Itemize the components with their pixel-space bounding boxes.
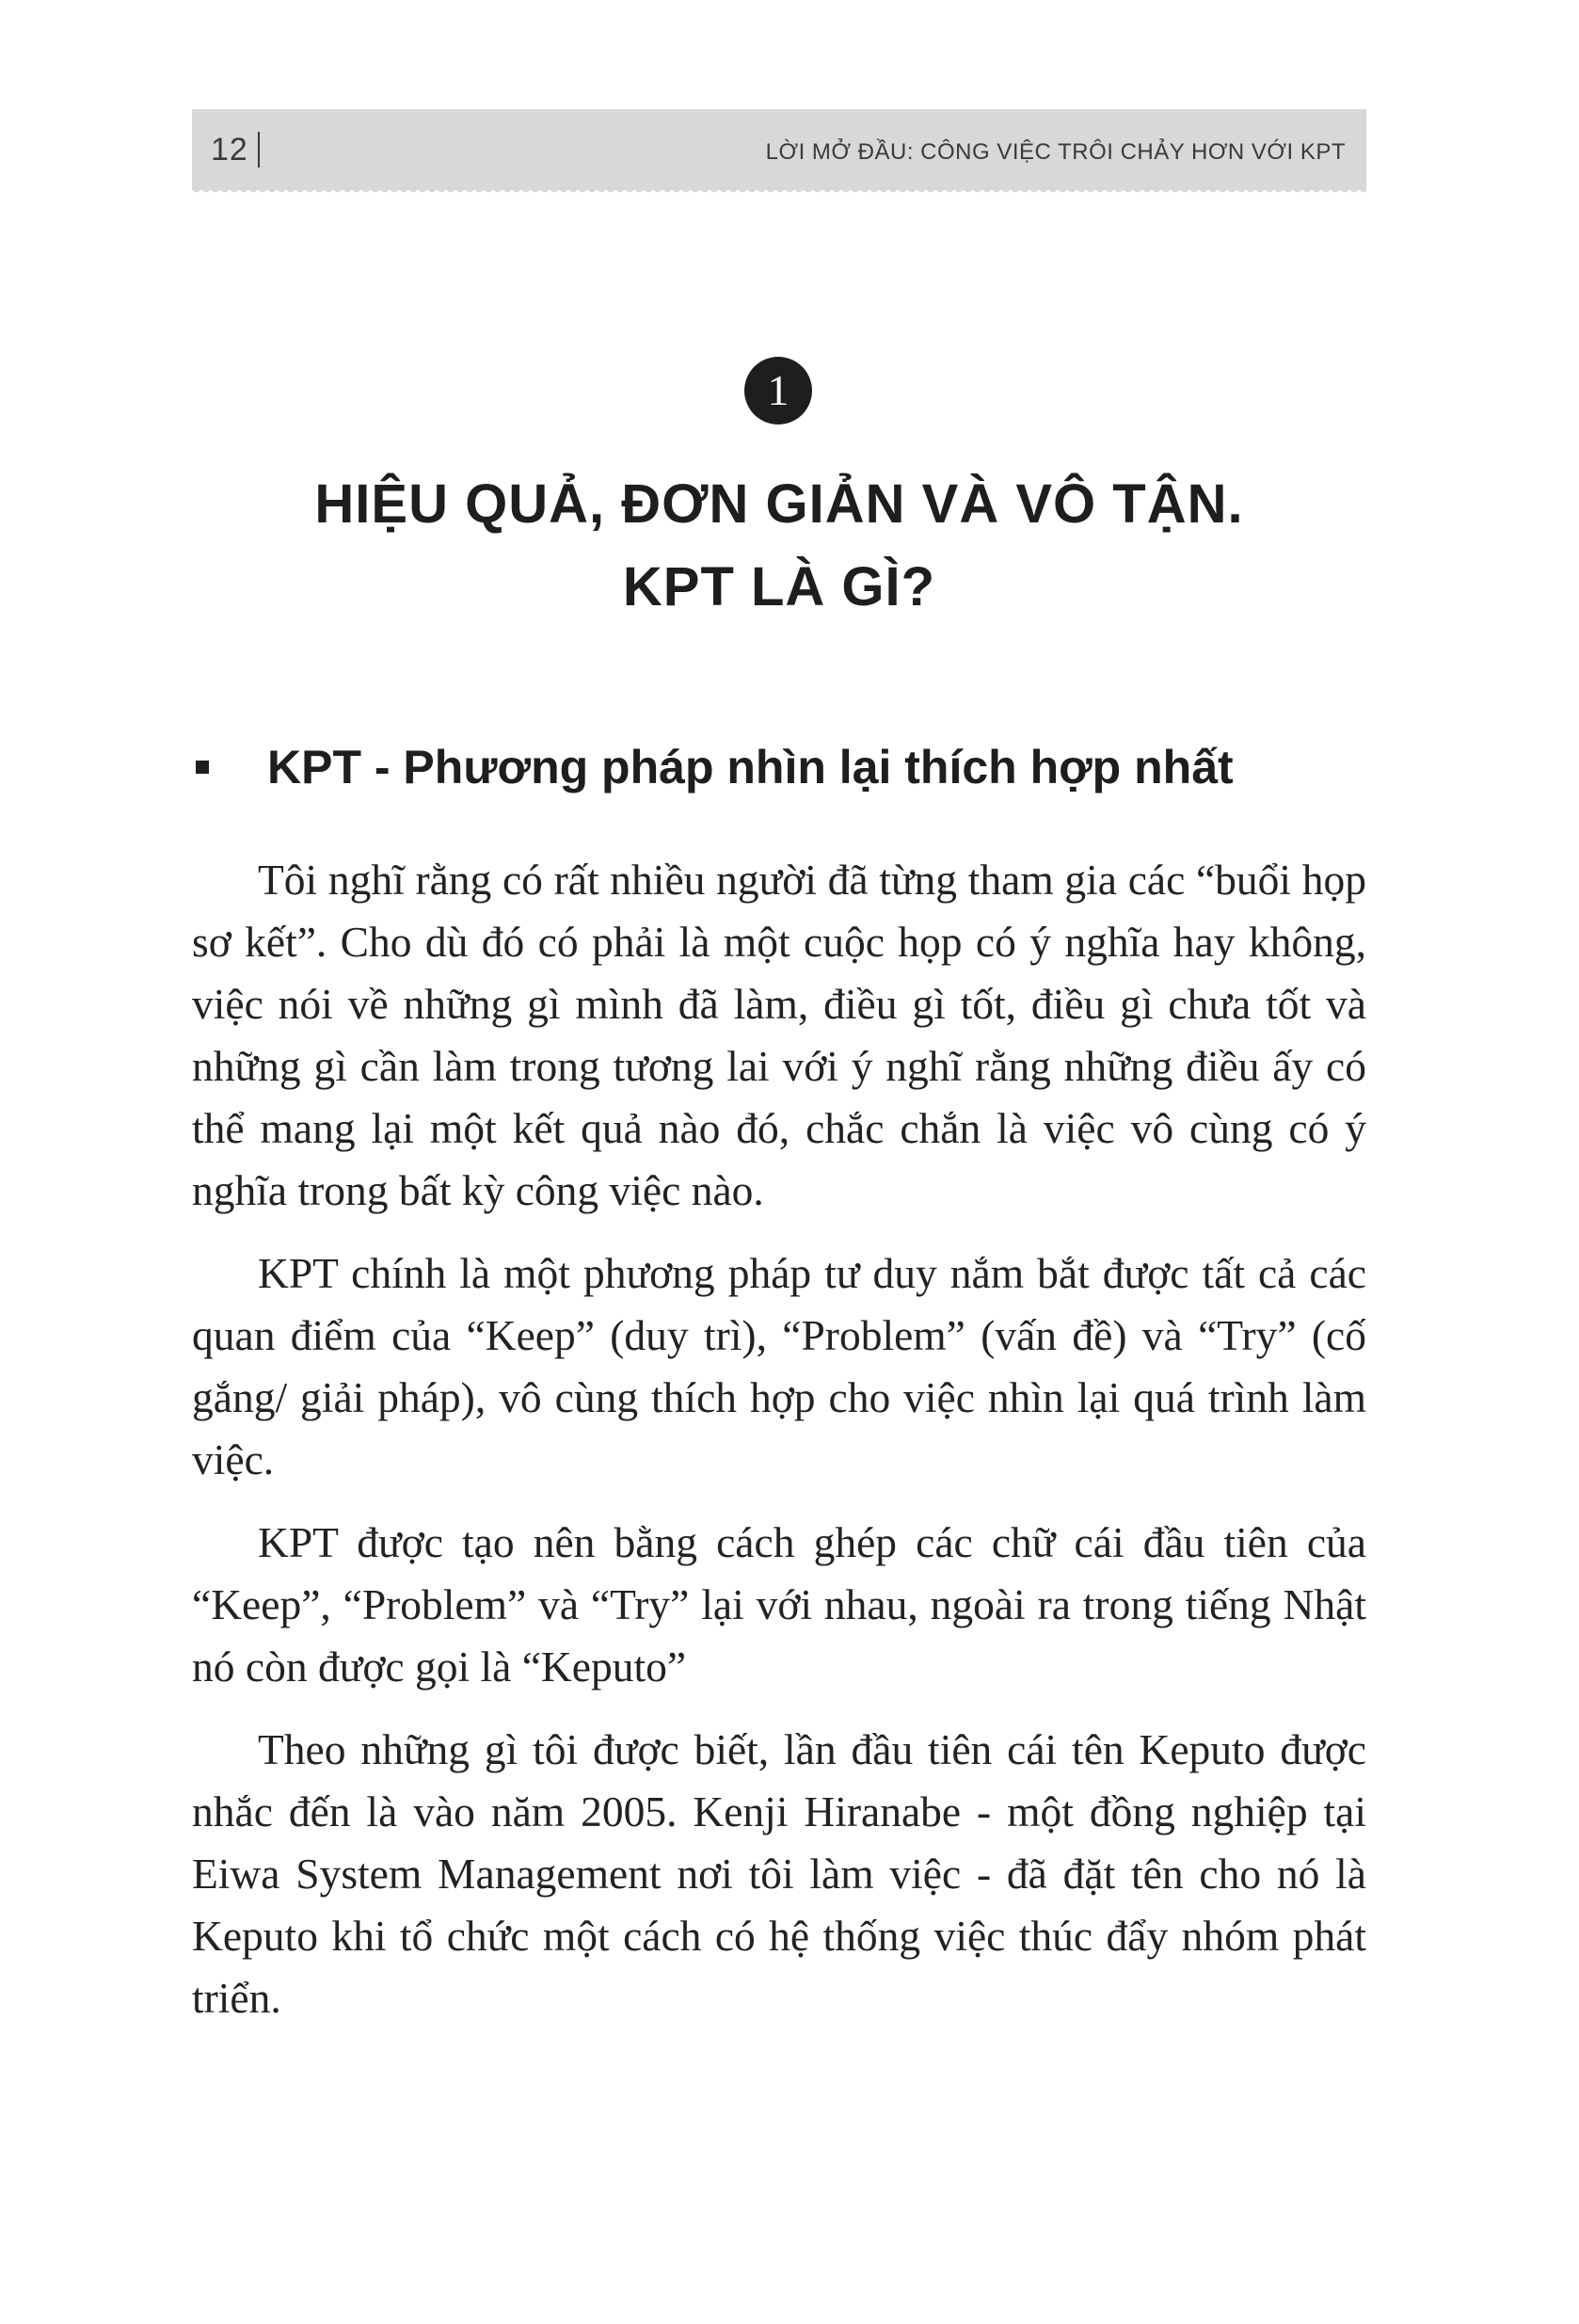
chapter-title — [192, 463, 1366, 629]
chapter-title-line-1: HIỆU QUẢ, ĐƠN GIẢN VÀ VÔ TẬN. — [314, 473, 1244, 535]
header-divider — [258, 132, 260, 168]
chapter-number-badge: 1 — [744, 357, 812, 425]
section-heading-text: KPT - Phương pháp nhìn lại thích hợp nhất — [267, 741, 1234, 793]
square-bullet-icon — [196, 761, 209, 774]
paragraph: Tôi nghĩ rằng có rất nhiều người đã từng tham gia các “buổi họp sơ kết”. Cho dù đó có phải là một cuộc họp có ý nghĩa hay không, việc nói về những gì mình đã làm, điều gì tốt, điều gì chưa tốt và những gì cần làm trong tương lai với ý nghĩ rằng những điều ấy có thể mang lại một kết quả nào đó, chắc chắn là việc vô cùng có ý nghĩa trong bất kỳ công việc nào. — [192, 856, 1366, 1214]
paragraph: KPT được tạo nên bằng cách ghép các chữ cái đầu tiên của “Keep”, “Problem” và “Try” lại với nhau, ngoài ra trong tiếng Nhật nó còn được gọi là “Keputo” — [192, 1518, 1366, 1691]
paragraph: Theo những gì tôi được biết, lần đầu tiên cái tên Keputo được nhắc đến là vào năm 2005. Kenji Hiranabe - một đồng nghiệp tại Eiwa System Management nơi tôi làm việc - đã đặt tên cho nó là Keputo khi tổ chức một cách có hệ thống việc thúc đẩy nhóm phát triển. — [192, 1725, 1366, 2022]
page-number: 12 — [211, 132, 248, 168]
running-header — [192, 109, 1366, 190]
header-scalloped-edge — [192, 188, 1366, 198]
paragraph: KPT chính là một phương pháp tư duy nắm bắt được tất cả các quan điểm của “Keep” (duy trì), “Problem” (vấn đề) và “Try” (cố gắng/ giải pháp), vô cùng thích hợp cho việc nhìn lại quá trình làm việc. — [192, 1249, 1366, 1483]
running-head-title: LỜI MỞ ĐẦU: CÔNG VIỆC TRÔI CHẢY HƠN VỚI KPT — [765, 139, 1346, 165]
body-text — [192, 849, 1366, 2050]
chapter-title-line-2: KPT LÀ GÌ? — [622, 556, 936, 617]
section-heading — [192, 740, 1234, 794]
